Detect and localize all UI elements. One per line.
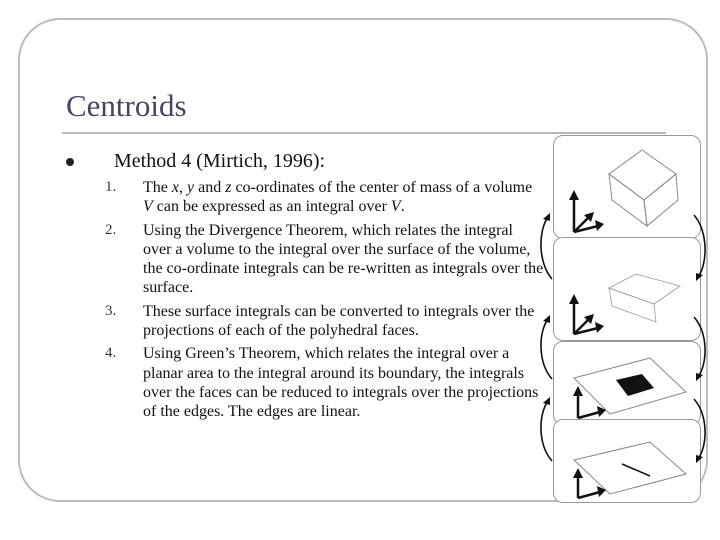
right-curve-arrow-2 bbox=[690, 313, 710, 383]
right-curve-arrow-1 bbox=[690, 211, 710, 283]
item-4-text: Using Green’s Theorem, which relates the integral over a planar area to the integral around its boundary, the integrals over the faces can be reduced to integrals over the projections of the edges. The edges are linear. bbox=[143, 345, 539, 421]
bullet-marker bbox=[66, 158, 74, 166]
list-item bbox=[100, 221, 545, 298]
main-bullet-text: Method 4 (Mirtich, 1996): bbox=[114, 150, 326, 172]
list-item bbox=[100, 344, 545, 421]
left-curve-arrow-1 bbox=[536, 211, 556, 283]
edge-panel bbox=[553, 419, 701, 503]
projection-panel bbox=[553, 341, 701, 425]
method-steps-list bbox=[100, 178, 545, 426]
list-item bbox=[100, 178, 545, 217]
right-curve-arrow-3 bbox=[690, 395, 710, 465]
item-number: 1. bbox=[105, 179, 117, 195]
item-number: 3. bbox=[105, 302, 117, 319]
left-curve-arrow-3 bbox=[536, 395, 556, 465]
item-number: 4. bbox=[105, 345, 117, 362]
list-item bbox=[100, 302, 545, 341]
volume-panel bbox=[553, 135, 701, 239]
item-2-text: Using the Divergence Theorem, which relates the integral over a volume to the integral over the surface of the volume, the co-ordinate integrals can be re-written as integrals over the surface. bbox=[143, 221, 544, 297]
item-3-text: These surface integrals can be converted to integrals over the projections of each of the polyhedral faces. bbox=[143, 302, 535, 340]
item-1-text: The x, y and z co-ordinates of the center of mass of a volume V can be expressed as an integral over V. bbox=[143, 179, 533, 216]
left-curve-arrow-2 bbox=[536, 313, 556, 383]
method-figure bbox=[548, 133, 708, 503]
item-number: 2. bbox=[105, 221, 117, 238]
slide-title: Centroids bbox=[66, 88, 187, 123]
surface-panel bbox=[553, 237, 701, 341]
